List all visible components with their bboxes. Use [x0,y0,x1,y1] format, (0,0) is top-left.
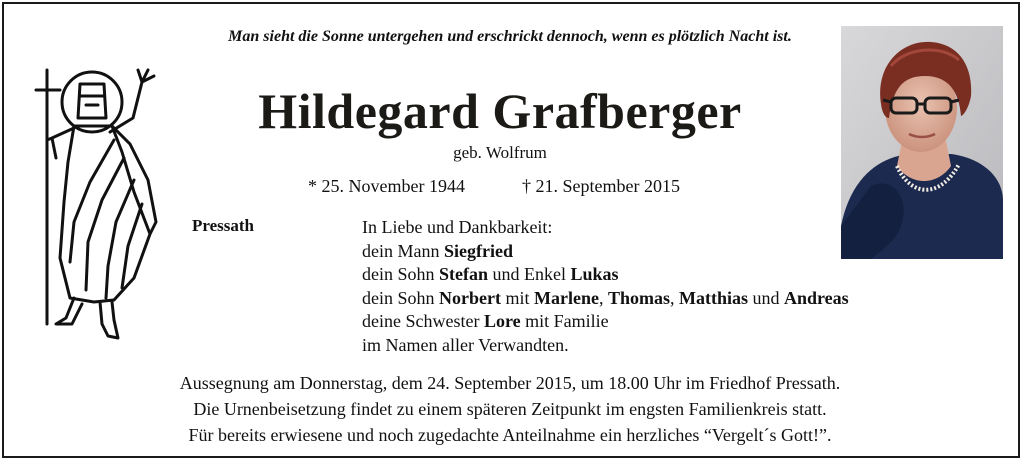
maiden-name: geb. Wolfrum [453,143,547,162]
mourner-name: Norbert [439,287,501,308]
mourner-text: , [598,287,608,308]
mourner-name: Andreas [784,287,849,308]
birth-date: * 25. November 1944 [308,176,465,196]
mourner-text: dein Sohn [362,264,440,284]
mourner-text: mit Familie [520,311,609,331]
notice-line: Die Urnenbeisetzung findet zu einem späteren Zeitpunkt im engsten Familienkreis statt. [193,399,827,419]
mourner-text: , [670,287,679,308]
death-date: † 21. September 2015 [522,176,680,196]
mourners-closing: im Namen aller Verwandten. [362,334,569,355]
mourner-name: Lukas [570,264,619,284]
mourner-line [362,263,849,287]
mourner-text: dein Mann [362,240,444,261]
mourner-text: und Enkel [488,264,571,284]
mourner-text: mit [501,287,535,308]
portrait-photo [841,26,1003,259]
mourner-name: Siegfried [443,240,513,261]
mourner-name: Marlene [534,287,599,308]
mourner-name: Stefan [439,264,489,284]
place: Pressath [192,216,255,235]
notice-line: Aussegnung am Donnerstag, dem 24. September 2015, um 18.00 Uhr im Friedhof Pressath. [179,373,841,393]
service-notice [100,370,920,448]
mourner-name: Matthias [679,287,748,308]
mourner-name: Lore [483,311,521,331]
motto: Man sieht die Sonne untergehen und erschrickt dennoch, wenn es plötzlich Nacht ist. [228,28,792,45]
notice-line: Für bereits erwiesene und noch zugedachte Anteilnahme ein herzliches “Vergelt´s Gott!”. [188,425,832,445]
mourner-text: dein Sohn [362,287,440,308]
mourners-list [362,216,849,357]
mourner-name: Thomas [607,287,670,308]
mourner-line [362,240,849,264]
deceased-name: Hildegard Grafberger [258,83,742,139]
risen-christ-with-cross-icon [30,62,170,344]
mourner-text: deine Schwester [362,311,484,331]
mourners-intro: In Liebe und Dankbarkeit: [362,217,553,237]
mourner-line [362,287,849,311]
mourner-line [362,310,849,334]
mourner-text: und [748,287,784,308]
